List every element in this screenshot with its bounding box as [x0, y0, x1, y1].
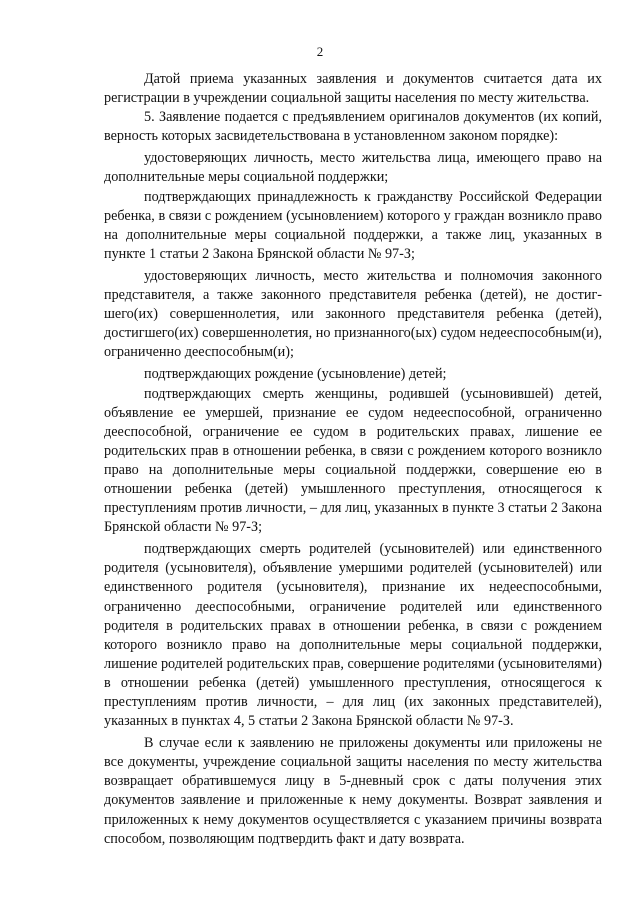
page-number: 2 [316, 44, 324, 59]
paragraph-representative-documents: удостоверяющих личность, место жительства и полномочия законного представителя, а также законного представителя ребенка (детей), не достигшего(их) совершеннолетия, или законного представителя ребенка (детей), достигшего(их) совершеннолетия, но признанного(ых) судом недееспособным(и), ограниченно дееспособным(и); [104, 267, 602, 361]
paragraph-birth-documents: подтверждающих рождение (усыновление) детей; [144, 366, 447, 383]
paragraph-parents-death-documents: подтверждающих смерть родителей (усыновителей) или единственного родителя (усыновителя), объявление умершими родителей (усыновителей) или единственного родителя (усыновителя), признание их недееспособными, ограниченно дееспособными, ограничение родителей или единственного родителя в родительских правах в отношении ребенка, в связи с рождением которого возникло право на дополнительные меры социальной поддержки, лишение родителей родительских прав, совершение родителями (усыновителями) в отношении ребенка (детей) умышленного преступления, относящегося к преступлениям против личности, – для лиц (их законных представителей), указанных в пунктах 4, 5 статьи 2 Закона Брянской области № 97-З. [104, 541, 602, 730]
paragraph-citizenship-documents: подтверждающих принадлежность к гражданству Российской Федерации ребенка, в связи с рождением (усыновлением) которого у граждан возникло право на дополнительные меры социальной поддержки, а также лиц, указанных в пункте 1 статьи 2 Закона Брянской области № 97-З; [104, 188, 602, 262]
paragraph-registration-date: Датой приема указанных заявления и документов считается дата их регистрации в учреждении социальной защиты населения по месту жительства. [104, 71, 602, 107]
paragraph-mother-death-documents: подтверждающих смерть женщины, родившей (усыновившей) детей, объявление ее умершей, признание ее судом недееспособной, ограниченно дееспособной, ограничение ее судом в родительских правах, лишение ее родительских прав в отношении ребенка, в связи с рождением которого возникло право на дополнительные меры социальной поддержки, совершение ею в отношении ребенка (детей) умышленного преступления, относящегося к преступлениям против личности, – для лиц, указанных в пункте 3 статьи 2 Закона Брянской области № 97-З; [104, 385, 602, 536]
paragraph-identity-documents: удостоверяющих личность, место жительства лица, имеющего право на дополнительные меры социальной поддержки; [104, 150, 602, 186]
paragraph-return-of-application: В случае если к заявлению не приложены документы или приложены не все документы, учреждение социальной защиты населения по месту жительства возвращает обратившемуся лицу в 5-дневный срок с даты получения этих документов заявление и приложенные к нему документы. Возврат заявления и приложенных к нему документов осуществляется с указанием причины возврата способом, позволяющим подтвердить факт и дату возврата. [104, 735, 602, 847]
paragraph-item-5: 5. Заявление подается с предъявлением оригиналов документов (их копий, верность которых засвидетельствована в установленном законом порядке): [104, 109, 602, 145]
document-body [104, 70, 602, 849]
